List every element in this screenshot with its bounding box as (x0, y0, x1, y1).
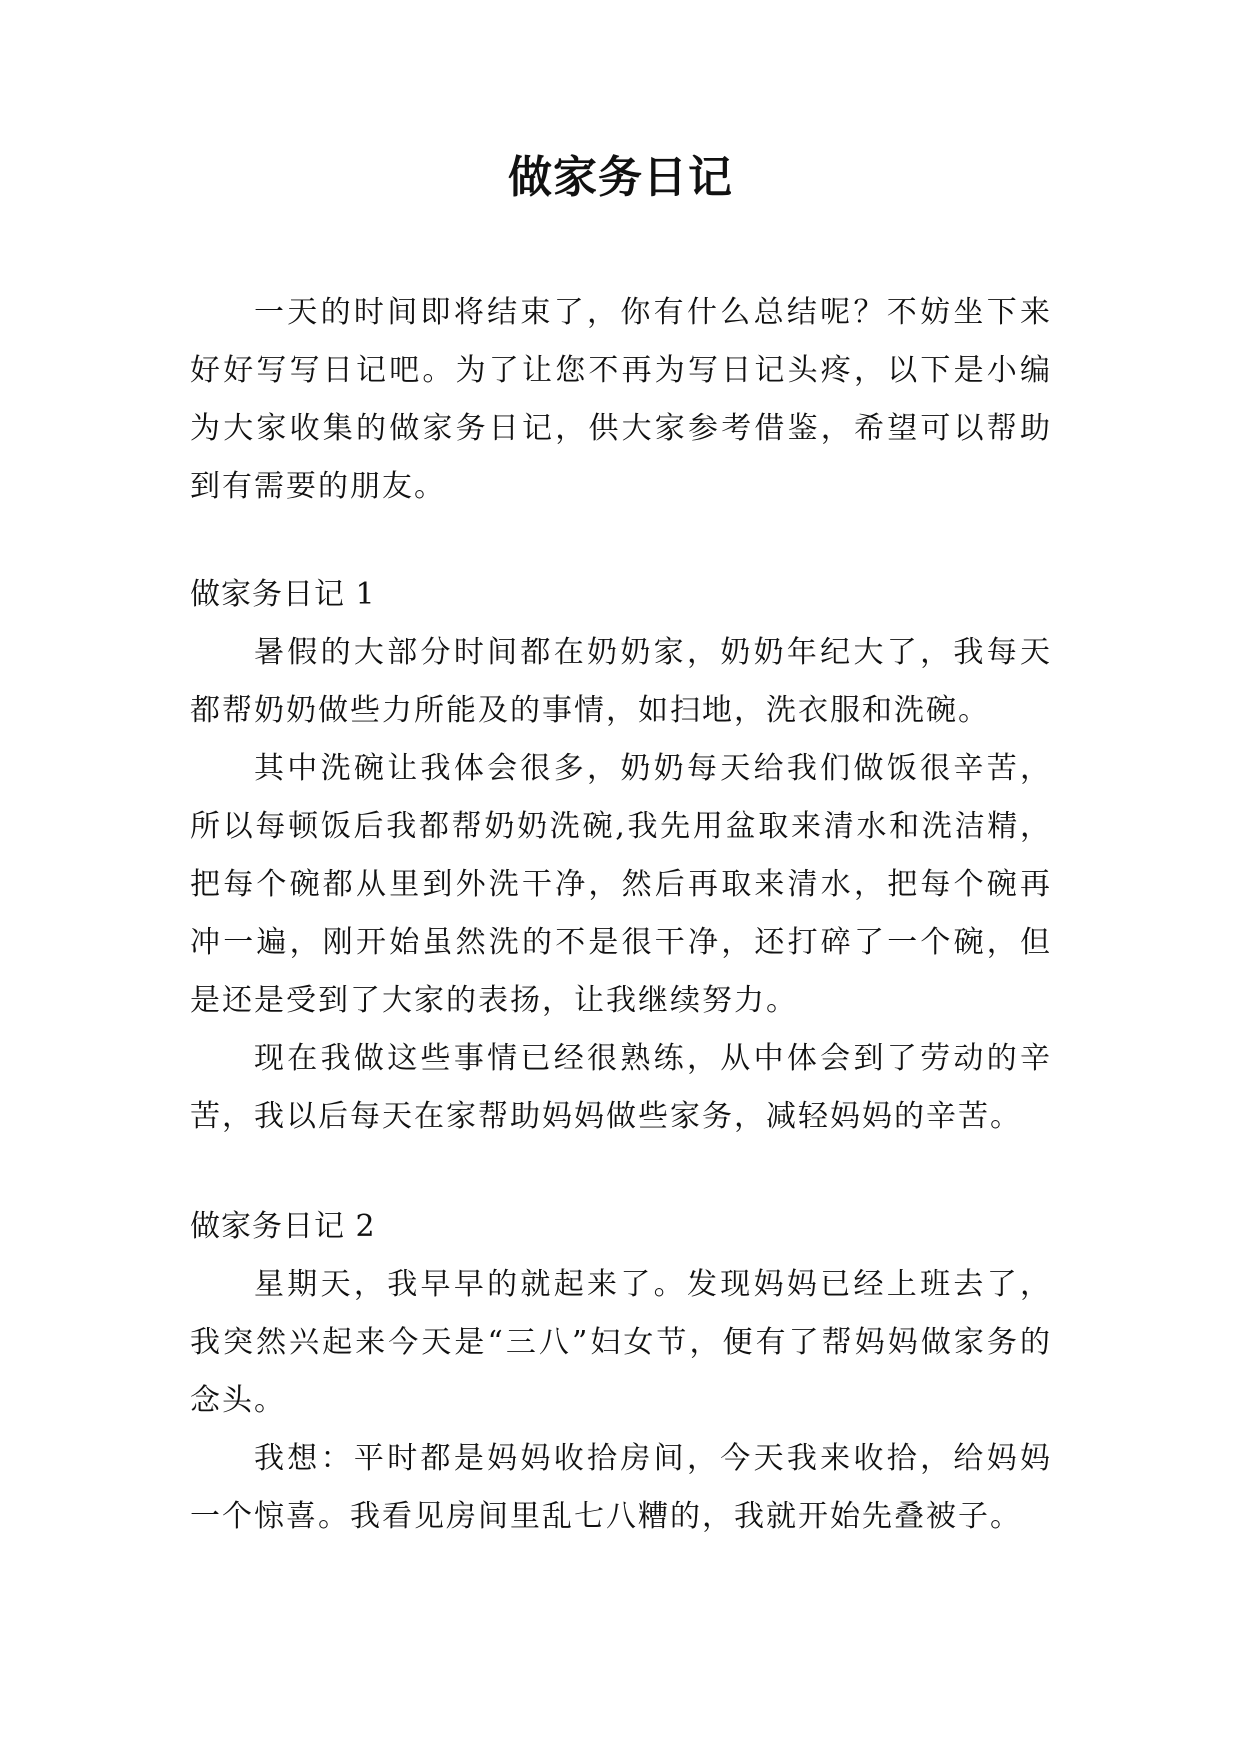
section-heading: 做家务日记 1 (190, 577, 376, 612)
intro-paragraph: 一天的时间即将结束了，你有什么总结呢？不妨坐下来好好写写日记吧。为了让您不再为写日记头疼，以下是小编为大家收集的做家务日记，供大家参考借鉴，希望可以帮助到有需要的朋友。 (190, 295, 1052, 504)
section-paragraph: 其中洗碗让我体会很多，奶奶每天给我们做饭很辛苦，所以每顿饭后我都帮奶奶洗碗,我先用盆取来清水和洗洁精，把每个碗都从里到外洗干净，然后再取来清水，把每个碗再冲一遍，刚开始虽然洗的不是很干净，还打碎了一个碗，但是还是受到了大家的表扬，让我继续努力。 (190, 751, 1052, 1018)
document-body (190, 284, 1052, 1546)
spacer (190, 516, 1052, 566)
section-paragraph: 我想：平时都是妈妈收拾房间，今天我来收拾，给妈妈一个惊喜。我看见房间里乱七八糟的，我就开始先叠被子。 (190, 1441, 1052, 1534)
section-paragraph: 星期天，我早早的就起来了。发现妈妈已经上班去了，我突然兴起来今天是“三八”妇女节，便有了帮妈妈做家务的念头。 (190, 1267, 1052, 1418)
section-paragraph: 现在我做这些事情已经很熟练，从中体会到了劳动的辛苦，我以后每天在家帮助妈妈做些家务，减轻妈妈的辛苦。 (190, 1041, 1052, 1134)
spacer (190, 1146, 1052, 1198)
section-heading: 做家务日记 2 (190, 1209, 376, 1244)
section-paragraph: 暑假的大部分时间都在奶奶家，奶奶年纪大了，我每天都帮奶奶做些力所能及的事情，如扫地，洗衣服和洗碗。 (190, 635, 1052, 728)
document-title: 做家务日记 (508, 152, 733, 203)
